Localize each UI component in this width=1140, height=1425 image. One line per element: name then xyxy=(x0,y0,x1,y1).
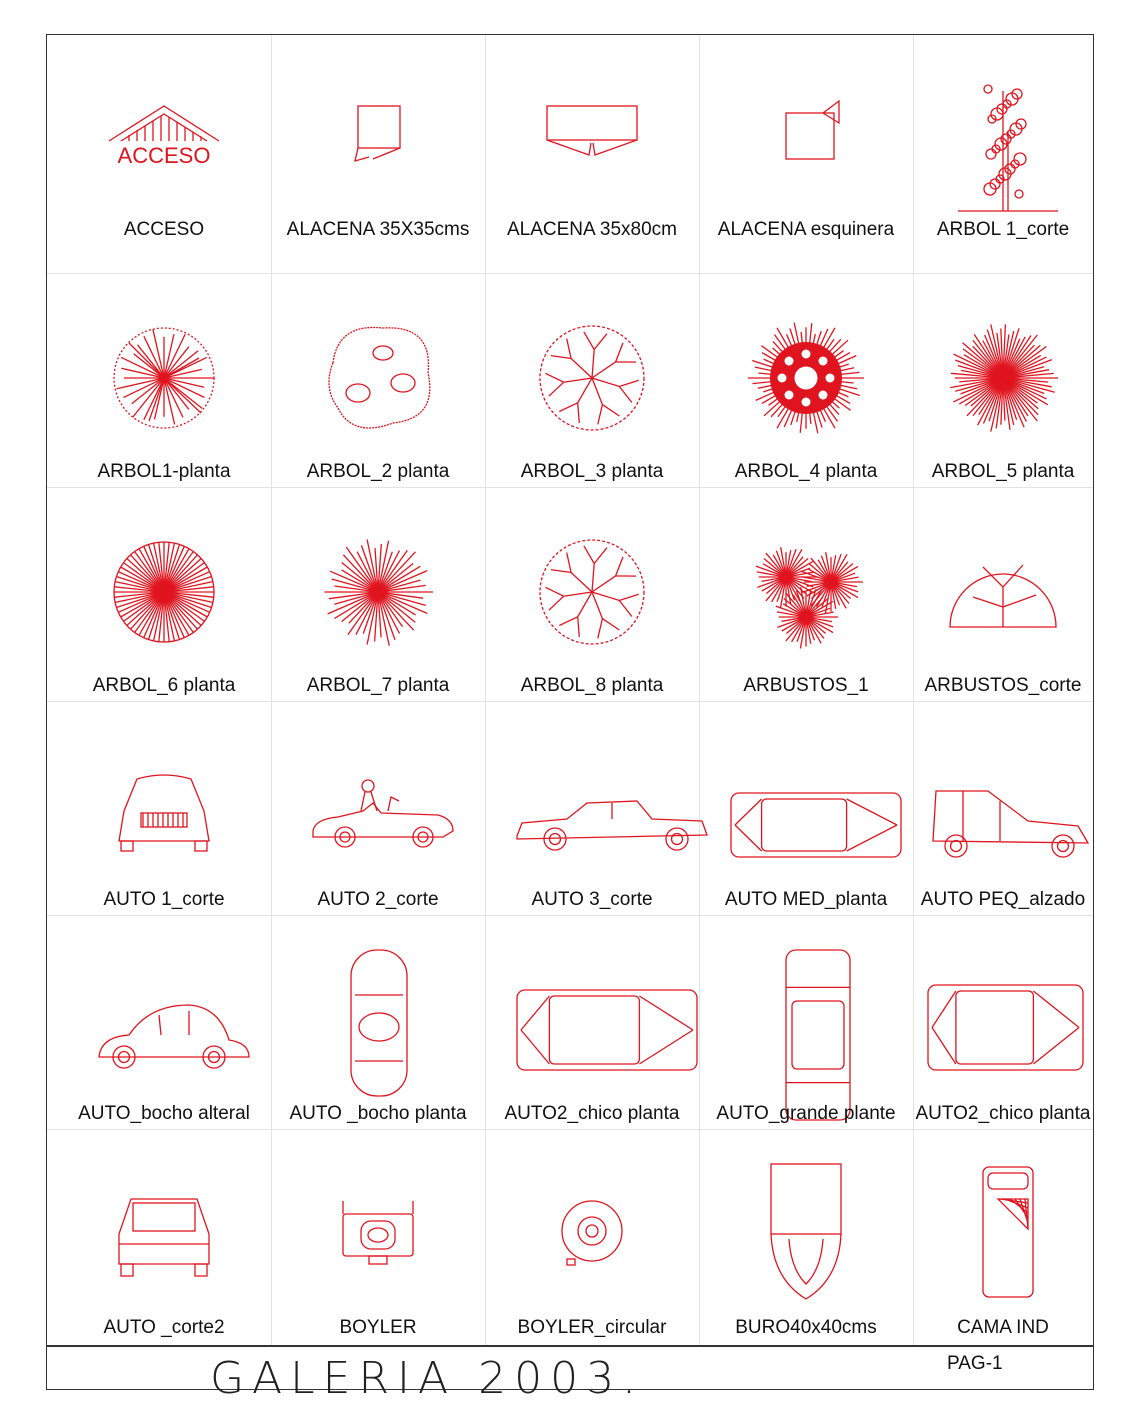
block-cell[interactable] xyxy=(271,39,485,253)
small-car-plan-icon xyxy=(517,945,667,1095)
block-label: ARBUSTOS_1 xyxy=(743,675,869,696)
block-label: ARBUSTOS_corte xyxy=(924,675,1082,696)
block-label: AUTO2_chico planta xyxy=(915,1103,1091,1124)
block-label: AUTO _bocho planta xyxy=(289,1103,467,1124)
cupboard-wide-icon xyxy=(517,61,667,211)
block-cell[interactable] xyxy=(485,281,699,495)
block-label: ALACENA esquinera xyxy=(717,219,895,240)
tree-plan-5-icon xyxy=(928,303,1078,453)
block-label: ARBOL_7 planta xyxy=(306,675,450,696)
block-label: AUTO PEQ_alzado xyxy=(920,889,1086,910)
boiler-circular-icon xyxy=(517,1159,667,1309)
block-label: ARBOL_2 planta xyxy=(306,461,450,482)
block-cell[interactable] xyxy=(52,281,276,495)
block-label: AUTO _corte2 xyxy=(103,1317,225,1338)
block-label: AUTO MED_planta xyxy=(724,889,888,910)
block-cell[interactable] xyxy=(271,1137,485,1351)
block-cell[interactable] xyxy=(271,281,485,495)
block-cell[interactable] xyxy=(699,923,913,1137)
car-front-icon xyxy=(89,731,239,881)
block-label: BURO40x40cms xyxy=(735,1317,877,1338)
beetle-side-icon xyxy=(89,945,239,1095)
gallery-title: GALERIA 2003. xyxy=(209,1353,645,1404)
shrubs-elevation-icon xyxy=(928,517,1078,667)
footer-divider xyxy=(47,1345,1093,1347)
hatchback-side-icon xyxy=(928,731,1078,881)
acceso-logo-icon xyxy=(89,61,239,211)
sedan-side-icon xyxy=(517,731,667,881)
single-bed-icon xyxy=(928,1159,1078,1309)
block-cell[interactable] xyxy=(913,923,1093,1137)
block-label: AUTO 2_corte xyxy=(317,889,439,910)
convertible-side-icon xyxy=(303,731,453,881)
block-cell[interactable] xyxy=(485,709,699,923)
tree-plan-2-icon xyxy=(303,303,453,453)
tree-plan-4-icon xyxy=(731,303,881,453)
block-cell[interactable] xyxy=(485,1137,699,1351)
block-label: ARBOL_3 planta xyxy=(520,461,664,482)
boiler-icon xyxy=(303,1159,453,1309)
cupboard-small-icon xyxy=(303,61,453,211)
block-cell[interactable] xyxy=(52,709,276,923)
block-label: ARBOL_6 planta xyxy=(92,675,236,696)
block-cell[interactable] xyxy=(913,709,1093,923)
block-cell[interactable] xyxy=(699,495,913,709)
shrubs-plan-icon xyxy=(731,517,881,667)
tree-plan-8-icon xyxy=(517,517,667,667)
block-label: ALACENA 35X35cms xyxy=(286,219,470,240)
block-cell[interactable] xyxy=(699,709,913,923)
block-label: ACCESO xyxy=(123,219,205,240)
tree-plan-6-icon xyxy=(89,517,239,667)
block-label: AUTO_grande plante xyxy=(716,1103,896,1124)
block-cell[interactable] xyxy=(485,495,699,709)
page-number: PAG-1 xyxy=(947,1353,1003,1374)
block-label: ARBOL1-planta xyxy=(97,461,231,482)
small-car-plan-2-icon xyxy=(928,945,1078,1095)
block-label: CAMA IND xyxy=(957,1317,1049,1338)
tree-elevation-icon xyxy=(928,61,1078,211)
block-label: ARBOL_4 planta xyxy=(734,461,878,482)
block-cell[interactable] xyxy=(271,709,485,923)
block-cell[interactable] xyxy=(52,1137,276,1351)
block-cell[interactable] xyxy=(699,281,913,495)
nightstand-icon xyxy=(731,1159,881,1309)
block-cell[interactable] xyxy=(271,495,485,709)
car-medium-plan-icon xyxy=(731,731,881,881)
block-cell[interactable] xyxy=(913,281,1093,495)
tree-plan-7-icon xyxy=(303,517,453,667)
block-label: ALACENA 35x80cm xyxy=(506,219,678,240)
block-label: AUTO 3_corte xyxy=(531,889,653,910)
tree-plan-1-icon xyxy=(89,303,239,453)
car-rear-icon xyxy=(89,1159,239,1309)
block-label: AUTO_bocho alteral xyxy=(78,1103,250,1124)
block-cell[interactable] xyxy=(271,923,485,1137)
grid-row-divider xyxy=(47,273,1093,274)
tree-plan-3-icon xyxy=(517,303,667,453)
beetle-plan-icon xyxy=(303,945,453,1095)
logo-text: ACCESO xyxy=(117,143,211,168)
block-cell[interactable] xyxy=(52,923,276,1137)
large-car-plan-icon xyxy=(731,945,881,1095)
block-label: ARBOL_5 planta xyxy=(931,461,1075,482)
block-label: ARBOL_8 planta xyxy=(520,675,664,696)
block-label: ARBOL 1_corte xyxy=(936,219,1070,240)
block-cell[interactable] xyxy=(699,1137,913,1351)
block-cell[interactable] xyxy=(913,1137,1093,1351)
block-cell[interactable] xyxy=(52,495,276,709)
block-cell[interactable] xyxy=(913,495,1093,709)
block-cell[interactable] xyxy=(485,39,699,253)
corner-cupboard-icon xyxy=(731,61,881,211)
drawing-frame xyxy=(46,34,1094,1404)
block-cell[interactable] xyxy=(913,39,1093,253)
block-label: BOYLER_circular xyxy=(517,1317,667,1338)
block-label: BOYLER xyxy=(339,1317,417,1338)
block-cell[interactable] xyxy=(699,39,913,253)
block-label: AUTO 1_corte xyxy=(103,889,225,910)
block-cell[interactable] xyxy=(485,923,699,1137)
block-cell[interactable] xyxy=(52,39,276,253)
block-label: AUTO2_chico planta xyxy=(504,1103,680,1124)
